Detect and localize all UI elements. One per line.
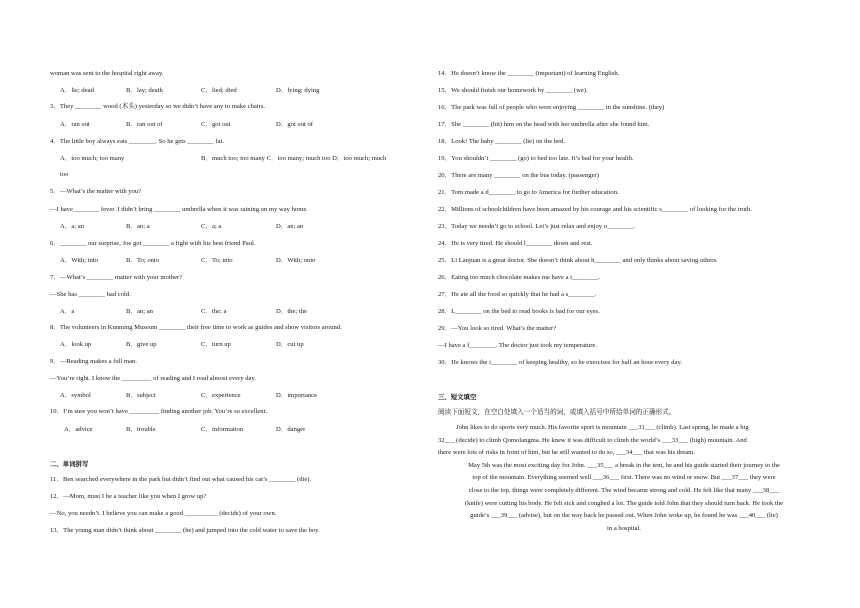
- question-20: 20．There are many ________ on the bus today. (passenger): [438, 172, 599, 179]
- question-19: 19．You shouldn’t ________ (go) to bed too late. It’s bad for your health.: [438, 155, 634, 162]
- question-21: 21．Tom made a d________ to go to America for further education.: [438, 189, 619, 196]
- q9-option-b: B．subject: [126, 392, 156, 399]
- question-10: 10．I’m sure you won’t have _________ finding another job. You’re so excellent.: [50, 408, 268, 415]
- question-18: 18．Look! The baby ________ (lie) on the bed.: [438, 138, 565, 145]
- q5-option-c: C．a; a: [201, 223, 222, 230]
- question-11: 11．Ben searched everywhere in the park but didn’t find out what caused his cat’s ________ (die).: [50, 476, 312, 483]
- q10-option-a: A．advice: [64, 426, 93, 433]
- q3-option-b: B．ran out of: [126, 121, 163, 128]
- q10-option-d: D．danger: [276, 426, 306, 433]
- q2-option-c: C．lied; died: [201, 87, 237, 94]
- q10-option-b: B．trouble: [126, 426, 156, 433]
- question-29-reply: —I have a f________. The doctor just took my temperature.: [438, 342, 598, 349]
- q7-option-b: B．an; an: [126, 308, 153, 315]
- q4-option-wrap: too: [60, 171, 69, 178]
- passage-line-2: 32___ (decide) to climb Qomolangma. He knew it was difficult to climb the world’s ___33___ (high) mountain. And: [438, 436, 747, 444]
- question-28: 28．L________ on the bed to read books is bad for our eyes.: [438, 308, 600, 315]
- question-24: 24．He is very tired. He should l________ down and rest.: [438, 240, 593, 247]
- q7-option-a: A．a: [60, 308, 75, 315]
- passage-line-5: top of the mountain. Everything seemed well ___36___ first. There was no wind or snow. But ___37___ they were: [472, 474, 776, 482]
- question-4: 4．The little boy always eats ________. So he gets ________ fat.: [50, 138, 224, 145]
- q6-option-d: D．With; onto: [276, 257, 316, 264]
- q5-option-a: A．a; an: [60, 223, 84, 230]
- question-13: 13．The young man didn’t think about ________ (he) and jumped into the cold water to save the boy.: [50, 527, 320, 534]
- section-heading-spelling: 二、单词拼写: [50, 461, 89, 468]
- question-9: 9．—Reading makes a full man.: [50, 358, 137, 365]
- question-5: 5．—What’s the matter with you?: [50, 188, 142, 195]
- q8-option-d: D．cut up: [276, 341, 304, 348]
- question-23: 23．Today we needn’t go to school. Let’s just relax and enjoy o________.: [438, 223, 636, 230]
- question-16: 16．The park was full of people who were enjoying ________ in the sunshine. (they): [438, 104, 665, 111]
- cloze-passage: [438, 422, 810, 535]
- passage-line-6: close to the top, things were completely different. The wind became strong and cold. He felt like that many ___38___: [468, 486, 780, 494]
- q5-option-d: D．an; an: [276, 223, 304, 230]
- passage-line-1: John likes to do sports very much. His favorite sport is mountain ___31___ (climb). Last spring, he made a big: [456, 424, 749, 431]
- question-25: 25．Li Lanjuan is a great doctor. She doesn’t think about h________ and only thinks about saving others.: [438, 257, 718, 264]
- q9-option-c: C．experience: [201, 392, 241, 399]
- q10-option-c: C．information: [201, 426, 244, 433]
- question-30: 30．He knows the i________ of keeping healthy, so he exercises for half an hour every day.: [438, 359, 682, 366]
- question-17: 17．She ________ (hit) him on the head with her umbrella after she found him.: [438, 121, 650, 128]
- passage-line-4: May 5th was the most exciting day for John. ___35___ a break in the tent, he and his guide started their journey to the: [468, 461, 780, 469]
- q6-option-b: B．To; onto: [126, 257, 160, 264]
- q8-option-a: A．look up: [60, 341, 92, 348]
- q8-option-b: B．give up: [126, 341, 157, 348]
- question-22: 22．Millions of schoolchildren have been amazed by his courage and his scientific s________ of looking for the truth.: [438, 206, 752, 213]
- question-7-reply: —She has ________ bad cold.: [50, 291, 131, 298]
- q3-option-d: D．got out of: [276, 121, 313, 128]
- question-7: 7．—What’s ________ matter with your mother?: [50, 274, 183, 281]
- question-14: 14．He doesn’t know the ________ (important) of learning English.: [438, 70, 620, 77]
- cloze-instructions: 阅读下面短文，在空白处填入一个适当的词，或填入括号中所给单词的正确形式。: [438, 409, 676, 416]
- q4-option-bcd: B．much too; too many C．too many; much too D．too much; much: [201, 155, 387, 162]
- q6-option-c: C．To; into: [201, 257, 233, 264]
- question-15: 15．We should finish our homework by ________ (we).: [438, 87, 588, 94]
- question-26: 26．Eating too much chocolate makes me have a t________.: [438, 274, 601, 281]
- q2-option-d: D．lying; dying: [276, 87, 320, 94]
- q9-option-a: A．symbol: [60, 392, 91, 399]
- q7-option-d: D．the; the: [276, 308, 307, 315]
- q3-option-a: A．ran out: [60, 121, 90, 128]
- q2-option-a: A．lie; dead: [60, 87, 94, 94]
- q5-option-b: B．an; a: [126, 223, 150, 230]
- q2-option-b: B．lay; death: [126, 87, 163, 94]
- passage-line-8: guide’s ___39___ (advise), but on the way back he passed out. When John woke up, he found he was ___40___ (lie): [470, 512, 778, 520]
- passage-line-9: in a hospital.: [607, 524, 641, 532]
- q6-option-a: A．With; into: [60, 257, 99, 264]
- question-12-reply: —No, you needn’t. I believe you can make a good __________ (decide) of your own.: [50, 510, 277, 517]
- q9-option-d: D．importance: [276, 392, 318, 399]
- q7-option-c: C．the; a: [201, 308, 227, 315]
- q3-option-c: C．got out: [201, 121, 231, 128]
- section-heading-cloze: 三、短文填空: [438, 394, 477, 401]
- question-8: 8．The volunteers in Kunming Museum ________ their free time to work as guides and show visitors around.: [50, 324, 342, 331]
- question-29: 29．—You look so tired. What’s the matter?: [438, 325, 557, 332]
- q8-option-c: C．turn up: [201, 341, 231, 348]
- question-3: 3．They ________ wood (木头) yesterday so we didn’t have any to make chairs.: [50, 103, 266, 110]
- passage-line-3: there were lots of risks in front of him, but he still wanted to do so, ___34___ that was his dream.: [438, 449, 695, 457]
- question-6: 6．________ our surprise, Joe got ________ a fight with his best friend Paul.: [50, 240, 256, 247]
- question-27: 27．He ate all the food so quickly that he had a s________.: [438, 291, 597, 298]
- question-12: 12．—Mom, must I be a teacher like you when I grow up?: [50, 493, 207, 500]
- passage-line-7: (knife) were cutting his body. He felt sick and coughed a lot. The guide told John that they should turn back. He took the: [464, 499, 784, 507]
- question-9-reply: —You’re right. I know the _________ of reading and I read almost every day.: [50, 375, 257, 382]
- q1-continuation: woman was sent to the hospital right away.: [50, 70, 164, 77]
- q4-option-a: A．too much; too many: [60, 155, 125, 162]
- question-5-reply: —I have________ fever. I didn’t bring ________ umbrella when it was raining on my way home.: [50, 206, 308, 213]
